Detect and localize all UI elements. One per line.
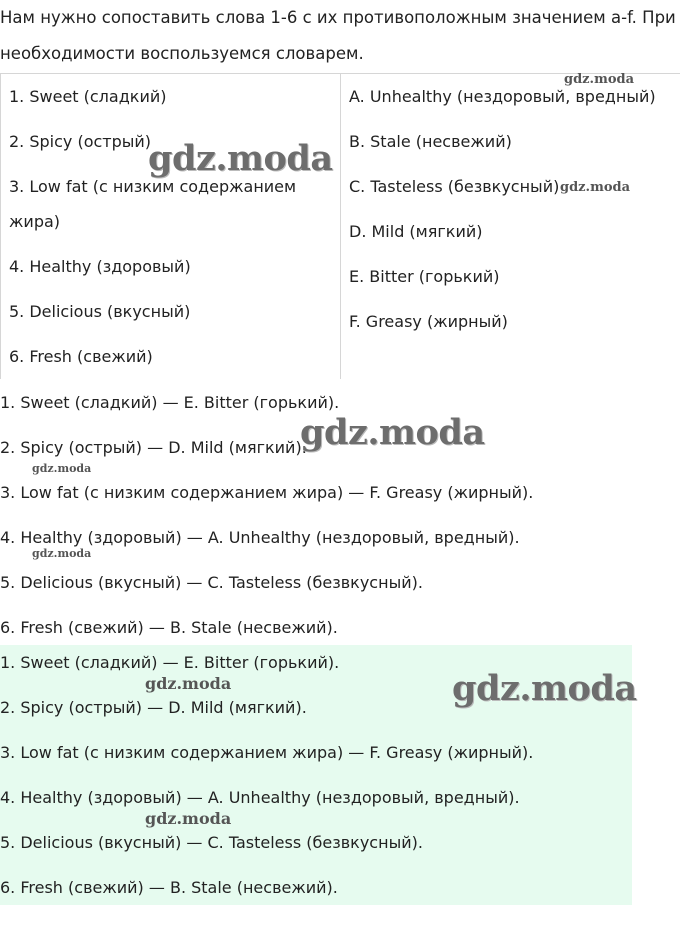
answer-line: 6. Fresh (свежий) — B. Stale (несвежий). (0, 618, 338, 637)
opposite-item: D. Mild (мягкий) (349, 222, 483, 241)
watermark: gdz.moda (32, 462, 92, 475)
answer-line: 5. Delicious (вкусный) — C. Tasteless (безвкусный). (0, 573, 423, 592)
watermark: gdz.moda (145, 809, 232, 828)
answer-list (0, 380, 680, 650)
answer-line: 2. Spicy (острый) — D. Mild (мягкий). (0, 698, 307, 717)
word-item: 1. Sweet (сладкий) (9, 87, 167, 106)
answer-line: 1. Sweet (сладкий) — E. Bitter (горький). (0, 653, 340, 672)
answer-line: 3. Low fat (с низким содержанием жира) — F. Greasy (жирный). (0, 743, 534, 762)
task-instruction: Нам нужно сопоставить слова 1-6 с их противоположным значением a-f. При необходимости воспользуемся словарем. (0, 8, 676, 63)
watermark: gdz.moda (148, 138, 333, 179)
opposite-item: F. Greasy (жирный) (349, 312, 508, 331)
word-item: 4. Healthy (здоровый) (9, 257, 191, 276)
answer-line: 5. Delicious (вкусный) — C. Tasteless (безвкусный). (0, 833, 423, 852)
opposite-item: C. Tasteless (безвкусный) (349, 177, 560, 196)
answer-line: 1. Sweet (сладкий) — E. Bitter (горький). (0, 393, 340, 412)
answer-line: 2. Spicy (острый) — D. Mild (мягкий). (0, 438, 307, 457)
answer-line: 4. Healthy (здоровый) — A. Unhealthy (нездоровый, вредный). (0, 528, 520, 547)
watermark: gdz.moda (145, 674, 232, 693)
watermark: gdz.moda (564, 72, 635, 87)
answer-line: 4. Healthy (здоровый) — A. Unhealthy (нездоровый, вредный). (0, 788, 520, 807)
opposite-item: B. Stale (несвежий) (349, 132, 512, 151)
watermark: gdz.moda (32, 547, 92, 560)
words-column (1, 74, 341, 380)
watermark: gdz.moda (452, 668, 637, 709)
opposite-item: E. Bitter (горький) (349, 267, 500, 286)
answer-line: 6. Fresh (свежий) — B. Stale (несвежий). (0, 878, 338, 897)
watermark: gdz.moda (560, 180, 631, 195)
opposite-item: A. Unhealthy (нездоровый, вредный) (349, 87, 656, 106)
word-item: 3. Low fat (с низким содержанием жира) (9, 177, 297, 231)
answer-line: 3. Low fat (с низким содержанием жира) — F. Greasy (жирный). (0, 483, 534, 502)
word-item: 6. Fresh (свежий) (9, 347, 153, 366)
matching-table (0, 73, 680, 379)
opposites-column (341, 74, 680, 380)
word-item: 5. Delicious (вкусный) (9, 302, 191, 321)
watermark: gdz.moda (300, 412, 485, 453)
highlighted-answer-block (0, 645, 632, 905)
word-item: 2. Spicy (острый) (9, 132, 152, 151)
